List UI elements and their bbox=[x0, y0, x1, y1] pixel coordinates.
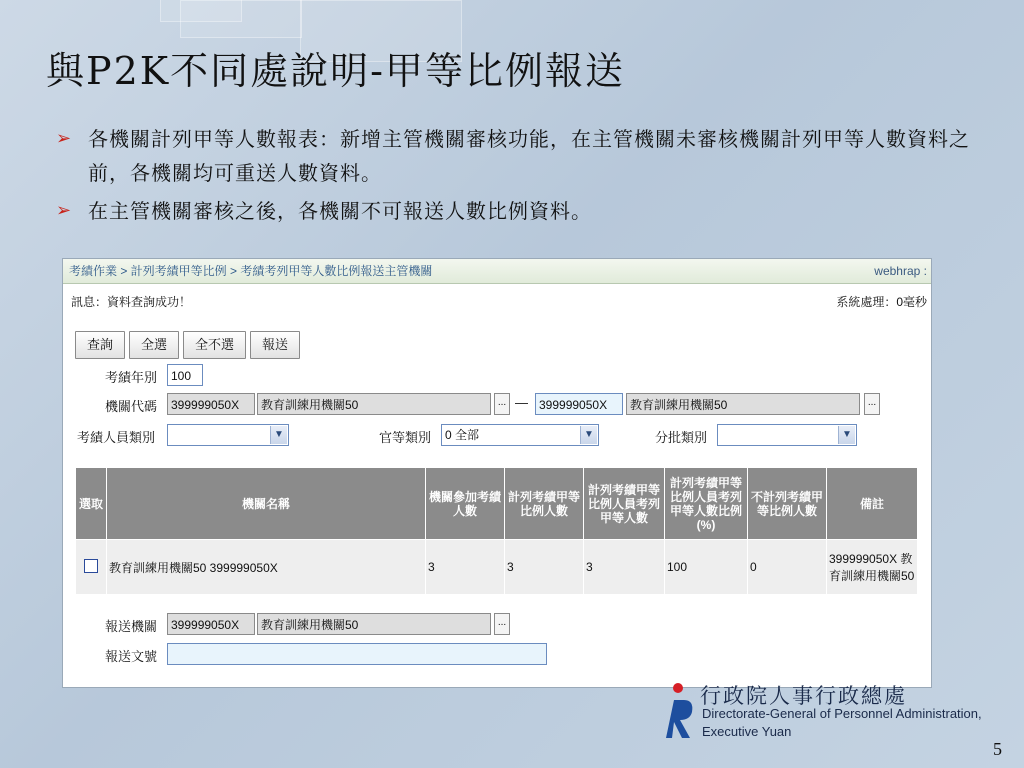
bullet-list bbox=[56, 122, 976, 228]
logo-name-en-line2: Executive Yuan bbox=[702, 724, 792, 739]
submit-org-code-input[interactable]: 399999050X bbox=[167, 613, 255, 635]
grade-a-pct-cell: 100 bbox=[665, 540, 748, 595]
remark-cell: 399999050X 教育訓練用機關50 bbox=[827, 540, 918, 595]
table-header-row bbox=[76, 468, 918, 540]
doc-number-label: 報送文號 bbox=[105, 649, 158, 664]
toolbar bbox=[75, 331, 304, 359]
submit-org-lookup-button[interactable]: ... bbox=[494, 613, 510, 635]
column-header: 機關名稱 bbox=[107, 468, 426, 540]
org-code-label: 機關代碼 bbox=[105, 399, 158, 414]
chevron-down-icon[interactable]: ▼ bbox=[580, 426, 597, 444]
rank-type-select[interactable] bbox=[441, 424, 599, 446]
grade-a-count-cell: 3 bbox=[584, 540, 665, 595]
org-name-to-input[interactable]: 教育訓練用機關50 bbox=[626, 393, 860, 415]
year-input[interactable]: 100 bbox=[167, 364, 203, 386]
user-label: webhrap : bbox=[874, 264, 927, 278]
chevron-down-icon[interactable]: ▼ bbox=[838, 426, 855, 444]
logo-name-zh: 行政院人事行政總處 bbox=[700, 684, 907, 708]
column-header: 計列考績甲等比例人員考列甲等人數比例(%) bbox=[665, 468, 748, 540]
doc-number-input[interactable] bbox=[167, 643, 547, 665]
page-number: 5 bbox=[993, 739, 1002, 759]
batch-type-label: 分批類別 bbox=[655, 430, 708, 445]
row-checkbox[interactable] bbox=[84, 559, 98, 573]
select-none-button[interactable]: 全不選 bbox=[183, 331, 246, 359]
column-header: 選取 bbox=[76, 468, 107, 540]
column-header: 計列考績甲等比例人數 bbox=[505, 468, 584, 540]
slide-title: 與P2K不同處說明-甲等比例報送 bbox=[46, 49, 625, 93]
message-bar bbox=[63, 290, 931, 314]
year-label: 考績年別 bbox=[105, 370, 158, 385]
column-header: 計列考績甲等比例人員考列甲等人數 bbox=[584, 468, 665, 540]
bullet-text: 各機關計列甲等人數報表：新增主管機關審核功能，在主管機關未審核機關計列甲等人數資料之前，各機關均可重送人數資料。 bbox=[88, 127, 970, 185]
column-header: 機關參加考績人數 bbox=[426, 468, 505, 540]
org-name-from-input[interactable]: 教育訓練用機關50 bbox=[257, 393, 491, 415]
select-all-button[interactable]: 全選 bbox=[129, 331, 179, 359]
breadcrumb-text[interactable]: 考績作業 > 計列考績甲等比例 > 考績考列甲等人數比例報送主管機關 bbox=[69, 264, 433, 278]
arrow-bullet-icon: ➢ bbox=[56, 200, 73, 221]
participants-cell: 3 bbox=[426, 540, 505, 595]
excluded-cell: 0 bbox=[748, 540, 827, 595]
column-header: 備註 bbox=[827, 468, 918, 540]
logo-name-en-line1: Directorate-General of Personnel Administration, bbox=[702, 706, 982, 721]
personnel-type-label: 考績人員類別 bbox=[77, 430, 156, 445]
rank-type-value: 0 全部 bbox=[445, 428, 480, 442]
background-panel bbox=[160, 0, 242, 22]
org-from-lookup-button[interactable]: ... bbox=[494, 393, 510, 415]
batch-type-select[interactable] bbox=[717, 424, 857, 446]
bullet-item bbox=[56, 122, 976, 190]
breadcrumb bbox=[63, 259, 931, 284]
submit-org-name-input[interactable]: 教育訓練用機關50 bbox=[257, 613, 491, 635]
bullet-text: 在主管機關審核之後，各機關不可報送人數比例資料。 bbox=[88, 199, 592, 223]
results-table bbox=[75, 467, 918, 595]
dgpa-emblem-icon bbox=[660, 682, 700, 742]
app-screenshot bbox=[62, 258, 932, 688]
rank-type-label: 官等類別 bbox=[379, 430, 432, 445]
org-code-from-input[interactable]: 399999050X bbox=[167, 393, 255, 415]
submit-org-label: 報送機關 bbox=[105, 619, 158, 634]
org-cell: 教育訓練用機關50 399999050X bbox=[107, 540, 426, 595]
query-button[interactable]: 查詢 bbox=[75, 331, 125, 359]
bullet-item bbox=[56, 194, 976, 228]
chevron-down-icon[interactable]: ▼ bbox=[270, 426, 287, 444]
status-message: 訊息：資料查詢成功！ bbox=[71, 295, 192, 309]
range-dash: — bbox=[515, 395, 528, 410]
org-to-lookup-button[interactable]: ... bbox=[864, 393, 880, 415]
submit-button[interactable]: 報送 bbox=[250, 331, 300, 359]
table-row bbox=[76, 540, 918, 595]
column-header: 不計列考績甲等比例人數 bbox=[748, 468, 827, 540]
personnel-type-select[interactable] bbox=[167, 424, 289, 446]
ratio-count-cell: 3 bbox=[505, 540, 584, 595]
org-code-to-input[interactable]: 399999050X bbox=[535, 393, 623, 415]
arrow-bullet-icon: ➢ bbox=[56, 128, 73, 149]
organization-logo bbox=[660, 680, 1020, 744]
select-cell bbox=[76, 540, 107, 595]
processing-time: 系統處理：0毫秒 bbox=[836, 295, 927, 309]
